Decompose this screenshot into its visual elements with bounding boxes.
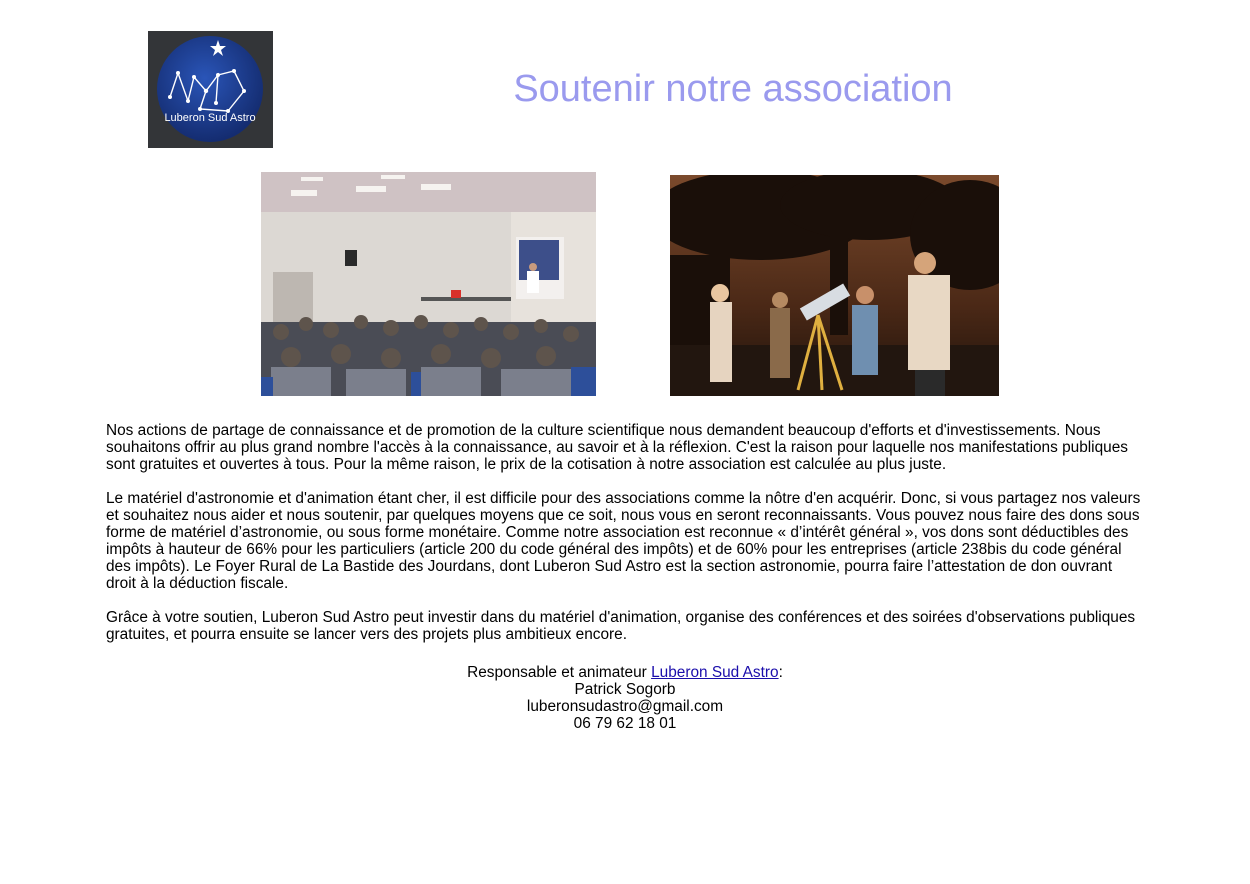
intro-paragraph: Nos actions de partage de connaissance et de promotion de la culture scientifique nous demandent beaucoup d'efforts et d'investissements. Nous souhaitons offrir au plus grand nombre l'accès à la connaissance, au savoir et à la réflexion. C'est la raison pour laquelle nos manifestations publiques sont gratuites et ouvertes à tous. Pour la même raison, le prix de la cotisation à notre association est calculée au plus juste. [106,422,1128,473]
contact-role [325,664,925,681]
logo-text: Luberon Sud Astro [164,112,256,124]
conference-photo [261,172,596,396]
support-paragraph: Grâce à votre soutien, Luberon Sud Astro peut investir dans du matériel d'animation, organise des conférences et des soirées d'observations publiques gratuites, et pourra ensuite se lancer vers des projets plus ambitieux encore. [106,609,1136,643]
contact-role-prefix: Responsable et animateur [467,664,652,681]
donation-paragraph: Le matériel d'astronomie et d'animation étant cher, il est difficile pour des associations comme la nôtre d'en acquérir. Donc, si vous partagez nos valeurs et souhaitez nous aider et nous soutenir, par quelques moyens que ce soit, nous vous en seront reconnaissants. Vous pouvez nous faire des dons sous forme de matériel d’astronomie, ou sous forme monétaire. Comme notre association est reconnue « d’intérêt général », vos dons sont déductibles des impôts à hauteur de 66% pour les particuliers (article 200 du code général des impôts) et de 60% pour les entreprises (article 238bis du code général des impôts). Le Foyer Rural de La Bastide des Jourdans, dont Luberon Sud Astro est la section astronomie, pourra faire l’attestation de don ouvrant droit à la déduction fiscale. [106,490,1141,592]
luberon-sud-astro-link[interactable]: Luberon Sud Astro [651,664,779,681]
contact-role-suffix: : [778,664,783,681]
contact-name: Patrick Sogorb [574,681,676,698]
page-title: Soutenir notre association [513,68,953,110]
contact-block [325,664,925,732]
association-logo [148,31,273,148]
constellation-logo-icon [148,31,273,148]
contact-email: luberonsudastro@gmail.com [526,698,724,715]
contact-phone: 06 79 62 18 01 [573,715,677,732]
observation-photo [670,175,999,396]
